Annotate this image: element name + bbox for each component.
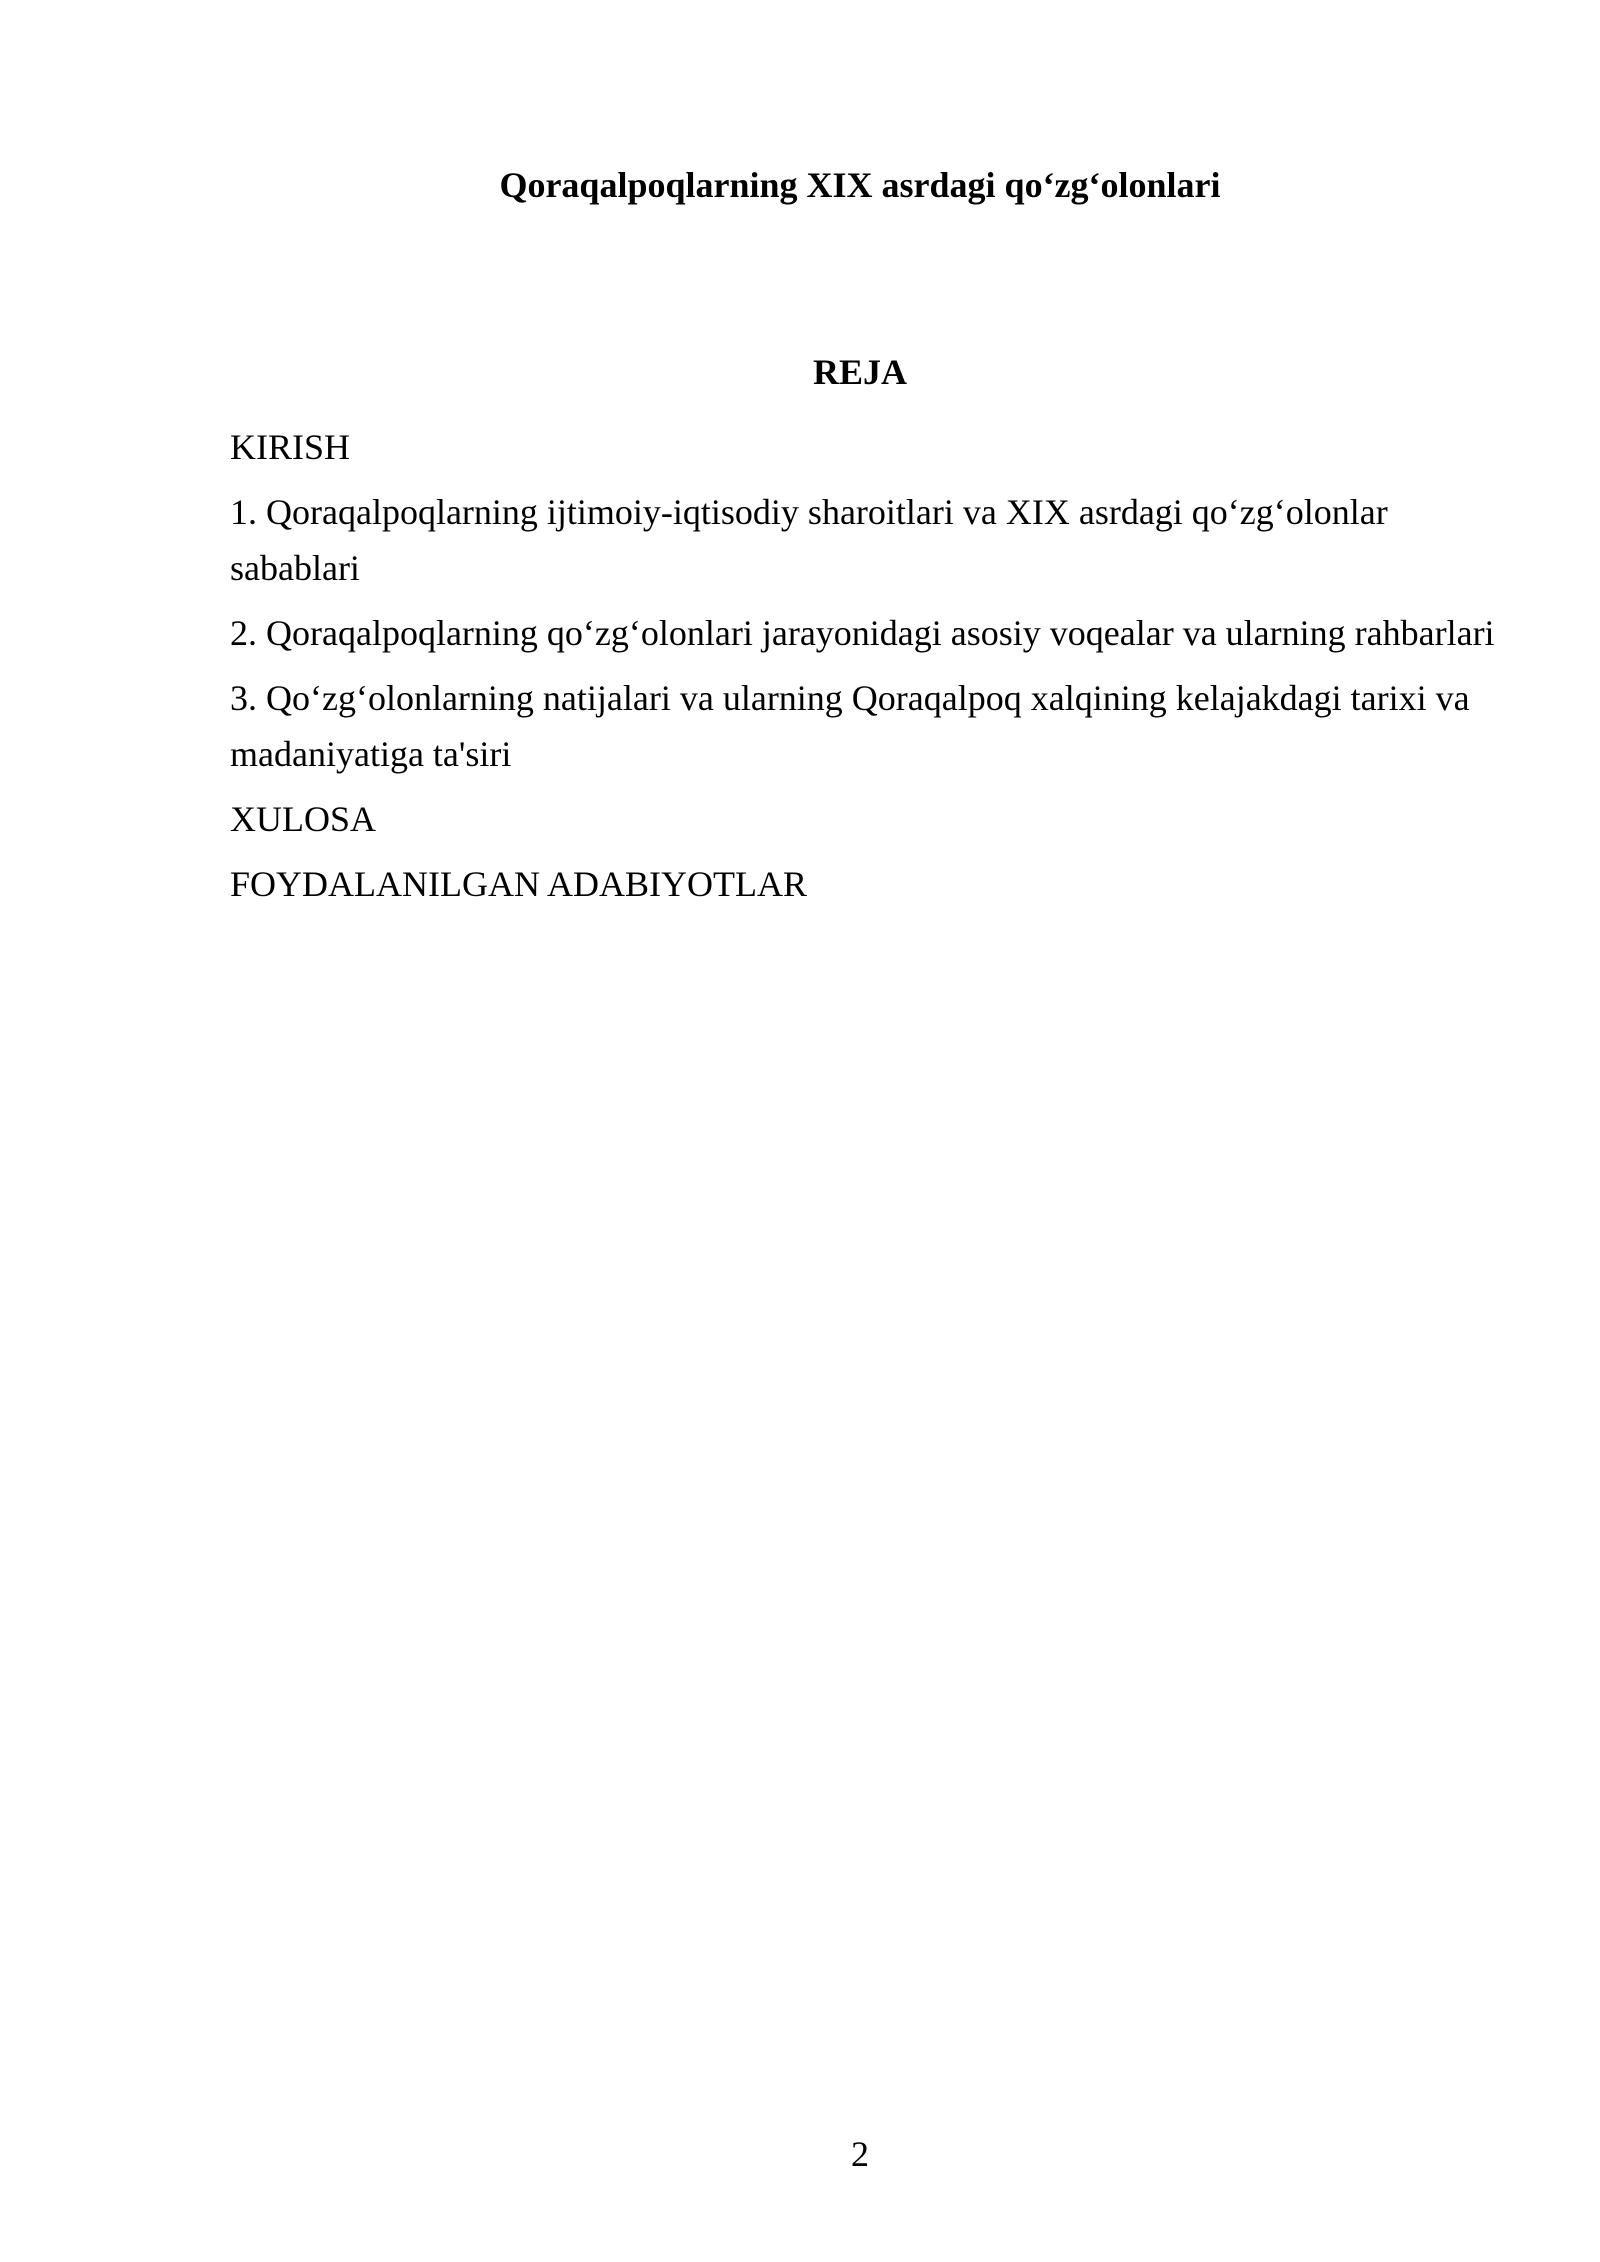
- plan-item-conclusion: XULOSA: [230, 799, 377, 839]
- plan-item-introduction: KIRISH: [230, 427, 351, 467]
- plan-list: [230, 419, 1500, 921]
- plan-item-3: 3. Qo‘zg‘olonlarning natijalari va ularning Qoraqalpoq xalqining kelajakdagi tarixi va madaniyatiga ta'siri: [230, 678, 1470, 774]
- plan-heading: REJA: [812, 352, 907, 392]
- page-number: 2: [851, 2134, 869, 2174]
- plan-item-2: 2. Qoraqalpoqlarning qo‘zg‘olonlari jarayonidagi asosiy voqealar va ularning rahbarlari: [230, 613, 1495, 653]
- document-title: Qoraqalpoqlarning XIX asrdagi qo‘zg‘olonlari: [499, 165, 1221, 205]
- plan-item-references: FOYDALANILGAN ADABIYOTLAR: [230, 864, 807, 904]
- plan-item-1: 1. Qoraqalpoqlarning ijtimoiy-iqtisodiy sharoitlari va XIX asrdagi qo‘zg‘olonlar sabablari: [230, 492, 1388, 588]
